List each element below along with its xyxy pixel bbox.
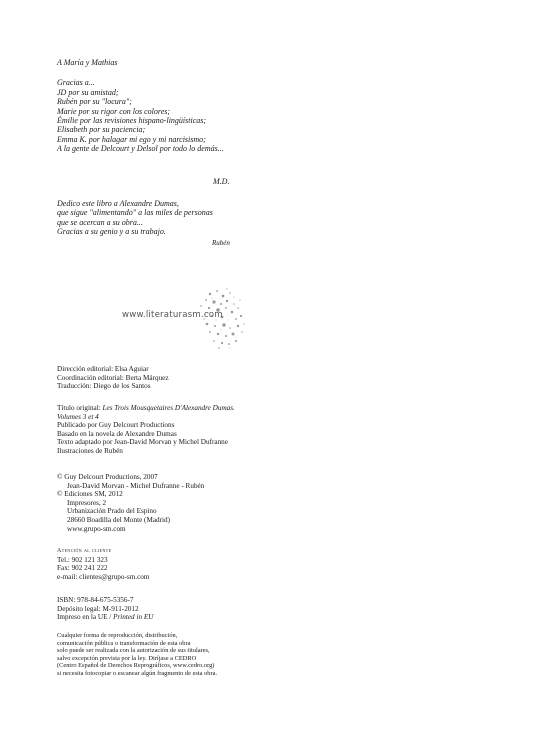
thanks-line: Rubén por su "locura"; (57, 97, 132, 107)
customer-service-block (57, 547, 149, 581)
dedication-to: A María y Mathias (57, 58, 118, 67)
original-title-block (57, 404, 235, 456)
dedication-ruben-block (57, 199, 213, 237)
printed-en: Printed in EU (113, 613, 154, 622)
isbn-line: ISBN: 978-84-675-5356-7 (57, 596, 134, 604)
logo-url: www.literaturasm.com (122, 310, 223, 320)
thanks-line: JD por su amistad; (57, 87, 119, 97)
original-volumes: Volumes 3 et 4 (57, 412, 99, 421)
address-line: Impresores, 2 (67, 498, 107, 507)
signature-ruben: Rubén (212, 239, 230, 247)
website-line: www.grupo-sm.com (67, 524, 126, 533)
thanks-line: Emma K. por halagar mi ego y mi narcisismo; (57, 134, 206, 144)
publication-line: Ilustraciones de Rubén (57, 446, 123, 455)
legal-line: Cualquier forma de reproducción, distribución, (57, 632, 178, 639)
dedication-line: que sigue "alimentando" a las miles de personas (57, 208, 213, 218)
copyright-block (57, 473, 204, 533)
thanks-line: A la gente de Delcourt y Delsol por todo lo demás... (57, 144, 224, 154)
thanks-line: Elisabeth por su paciencia; (57, 125, 146, 135)
printed-line (57, 613, 153, 622)
phone-line: Tel.: 902 121 323 (57, 555, 108, 564)
literaturasm-logo (122, 286, 248, 352)
legal-line: solo puede ser realizada con la autorización de sus titulares, (57, 647, 210, 655)
printed-es: Impreso en la UE / (57, 613, 114, 622)
address-line: 28660 Boadilla del Monte (Madrid) (67, 515, 171, 524)
thanks-line: Émilie por las revisiones hispano-lingüísticas; (57, 116, 207, 126)
publication-line: Basado en la novela de Alexandre Dumas (57, 429, 177, 438)
thanks-line: Marie por su rigor con los colores; (57, 106, 171, 116)
email-line: e-mail: clientes@grupo-sm.com (57, 572, 150, 581)
original-title: Les Trois Mousquetaires D'Alexandre Dumas. (102, 404, 235, 412)
isbn-block (57, 596, 153, 622)
original-title-label: Título original: (57, 404, 103, 412)
legal-line: salvo excepción prevista por la ley. Diríjase a CEDRO (57, 654, 197, 662)
dedication-block (57, 58, 224, 154)
legal-line: si necesita fotocopiar o escanear algún fragmento de esta obra. (57, 669, 218, 677)
copyright-line: © Ediciones SM, 2012 (57, 490, 123, 499)
address-line: Urbanización Prado del Espino (67, 507, 157, 516)
dedication-line: Gracias a su genio y a su trabajo. (57, 227, 166, 237)
copyright-line: © Guy Delcourt Productions, 2007 (57, 473, 158, 481)
signature-md: M.D. (213, 177, 230, 186)
fax-line: Fax: 902 241 222 (57, 564, 108, 573)
editorial-credits (57, 365, 169, 391)
credit-line: Dirección editorial: Elsa Aguiar (57, 365, 149, 373)
credit-line: Traducción: Diego de los Santos (57, 382, 151, 391)
original-title-line (57, 404, 235, 413)
publication-line: Texto adaptado por Jean-David Morvan y Michel Dufranne (57, 438, 228, 447)
legal-line: (Centro Español de Derechos Reprográficos, www.cedro.org) (57, 662, 215, 670)
customer-service-heading: Atención al cliente (57, 548, 112, 554)
legal-line: comunicación pública o transformación de esta obra (57, 639, 191, 647)
copyright-authors: Jean-David Morvan - Michel Dufranne - Rubén (67, 481, 205, 490)
publication-line: Publicado por Guy Delcourt Productions (57, 421, 175, 430)
dedication-line: que se acercan a su obra... (57, 217, 143, 227)
legal-notice (57, 632, 217, 678)
legal-deposit-line: Depósito legal: M-911-2012 (57, 604, 139, 613)
thanks-intro: Gracias a... (57, 78, 95, 88)
dedication-line: Dedico este libro a Alexandre Dumas, (57, 199, 179, 208)
credit-line: Coordinación editorial: Berta Márquez (57, 373, 169, 382)
